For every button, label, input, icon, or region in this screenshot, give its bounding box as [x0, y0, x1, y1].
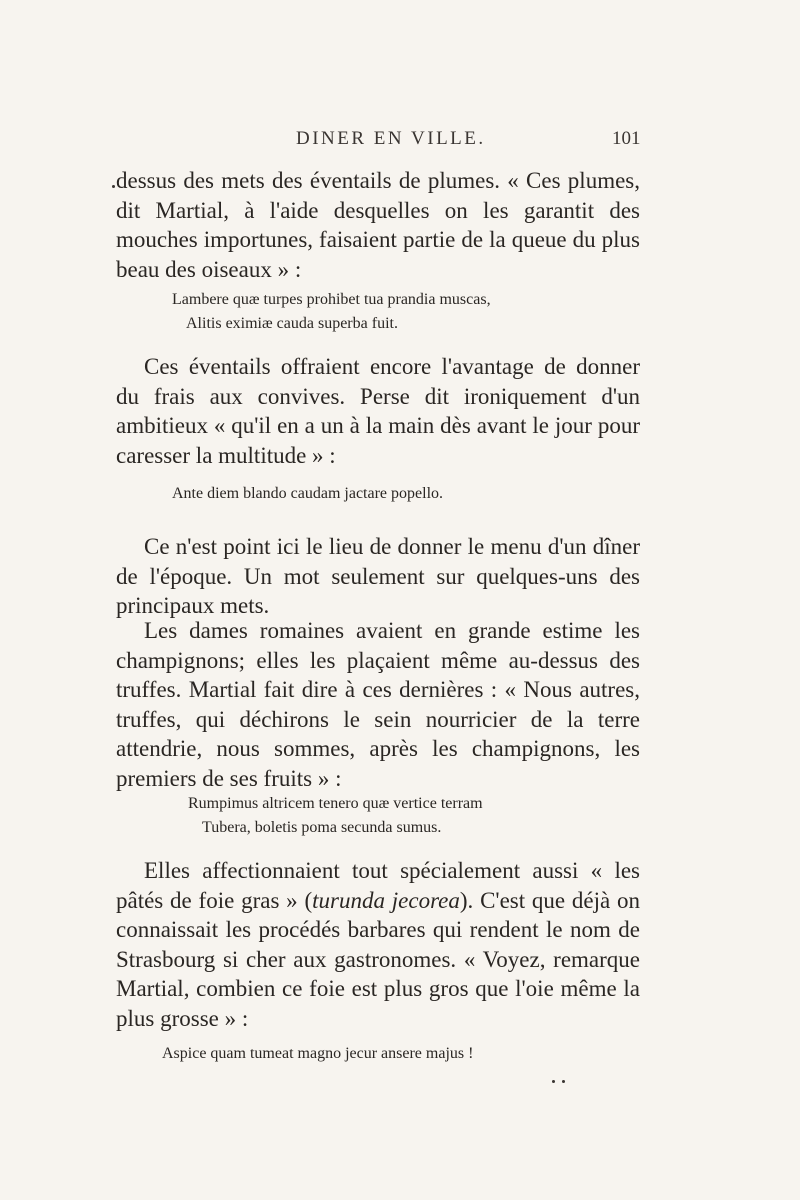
paragraph-menu: Ce n'est point ici le lieu de donner le menu d'un dîner de l'époque. Un mot seulement sur quelques-uns des principaux mets. — [116, 534, 640, 618]
print-speck — [112, 185, 115, 188]
quote-line: Tubera, boletis poma secunda sumus. — [202, 819, 442, 836]
paragraph-text: Elles affectionnaient tout spécialement aussi « les pâtés de foie gras » ( — [116, 858, 640, 913]
quote-line: Ante diem blando caudam jactare popello. — [172, 485, 444, 502]
latin-term: turunda jecorea — [312, 887, 460, 913]
quote-line: Aspice quam tumeat magno jecur ansere majus ! — [162, 1045, 474, 1062]
running-title: DINER EN VILLE. — [296, 128, 486, 149]
latin-quote-tubera — [188, 792, 483, 840]
print-speck — [552, 1080, 555, 1083]
latin-quote-popello — [172, 482, 443, 506]
paragraph-continuation: dessus des mets des éventails de plumes. « Ces plumes, dit Martial, à l'aide desquelles on les garantit des mouches importunes, faisaient partie de la queue du plus beau des oiseaux » : — [116, 168, 640, 282]
running-header — [0, 128, 800, 156]
quote-line: Rumpimus altricem tenero quæ vertice terram — [188, 795, 483, 812]
paragraph-champignons: Les dames romaines avaient en grande estime les champignons; elles les plaçaient même au-dessus des truffes. Martial fait dire à ces dernières : « Nous autres, truffes, qui déchirons le sein nourricier de la terre attendrie, nous sommes, après les champignons, les premiers de ses fruits » : — [116, 618, 640, 791]
quote-line: Alitis eximiæ cauda superba fuit. — [186, 315, 398, 332]
latin-quote-jecur — [162, 1042, 473, 1066]
latin-quote-muscas — [172, 288, 491, 336]
paragraph-eventails: Ces éventails offraient encore l'avantage de donner du frais aux convives. Perse dit ironiquement d'un ambitieux « qu'il en a un à la main dès avant le jour pour caresser la multitude » : — [116, 354, 640, 468]
paragraph-text: ). C'est que déjà on connaissait les procédés barbares qui rendent le nom de Strasbourg si cher aux gastronomes. « Voyez, remarque Martial, combien ce foie est plus gros que l'oie même la plus grosse » : — [116, 887, 640, 1031]
paragraph-foie-gras — [116, 856, 640, 1033]
print-speck — [562, 1080, 565, 1083]
quote-line: Lambere quæ turpes prohibet tua prandia muscas, — [172, 291, 491, 308]
page-number: 101 — [612, 128, 641, 149]
